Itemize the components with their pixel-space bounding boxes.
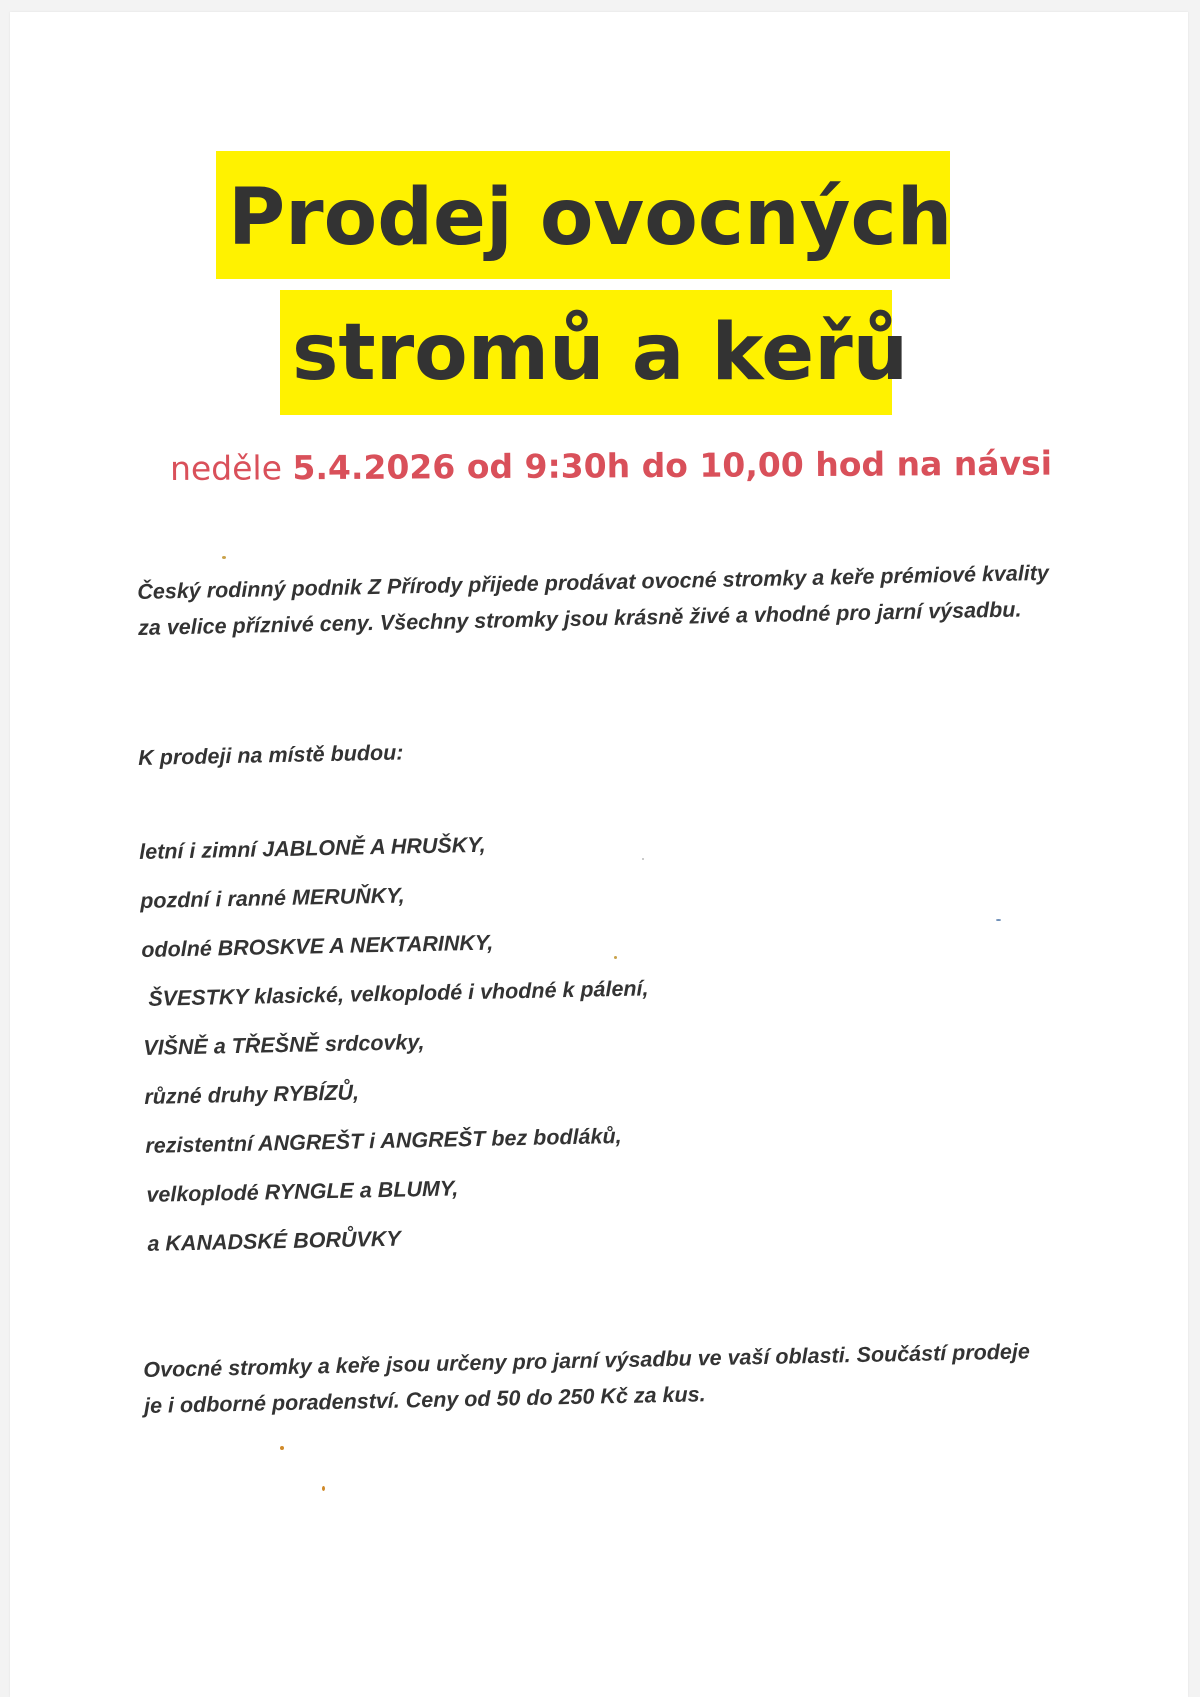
title-line-1: Prodej ovocných bbox=[216, 151, 950, 279]
list-item: a KANADSKÉ BORŮVKY bbox=[147, 1226, 401, 1256]
list-item: velkoplodé RYNGLE a BLUMY, bbox=[146, 1176, 459, 1207]
list-heading: K prodeji na místě budou: bbox=[138, 740, 404, 770]
event-date-line bbox=[170, 444, 1052, 488]
closing-paragraph: Ovocné stromky a keře jsou určeny pro jarní výsadbu ve vaší oblasti. Součástí prodeje je i odborné poradenství. Ceny od 50 do 250 Kč za kus. bbox=[143, 1339, 1031, 1418]
intro-paragraph: Český rodinný podnik Z Přírody přijede prodávat ovocné stromky a keře prémiové kvality za velice příznivé ceny. Všechny stromky jsou krásně živé a vhodné pro jarní výsadbu. bbox=[137, 560, 1050, 640]
list-item: letní i zimní JABLONĚ A HRUŠKY, bbox=[139, 832, 486, 864]
event-day: neděle bbox=[169, 448, 283, 488]
list-item: VIŠNĚ a TŘEŠNĚ srdcovky, bbox=[143, 1030, 425, 1060]
list-item: rezistentní ANGREŠT i ANGREŠT bez bodláků, bbox=[145, 1123, 622, 1158]
scan-speck bbox=[996, 919, 1001, 921]
scan-speck bbox=[642, 858, 644, 860]
list-item: odolné BROSKVE A NEKTARINKY, bbox=[141, 930, 494, 962]
event-datetime: 5.4.2026 od 9:30h do 10,00 hod na návsi bbox=[292, 443, 1053, 488]
title-line-2: stromů a keřů bbox=[280, 290, 892, 415]
list-item: pozdní i ranné MERUŇKY, bbox=[140, 883, 405, 913]
scan-speck bbox=[280, 1446, 284, 1450]
scan-speck bbox=[222, 556, 226, 559]
product-list bbox=[139, 829, 654, 1281]
scan-speck bbox=[614, 956, 617, 959]
list-item: ŠVESTKY klasické, velkoplodé i vhodné k pálení, bbox=[148, 976, 649, 1011]
list-item: různé druhy RYBÍZŮ, bbox=[144, 1080, 360, 1109]
poster-sheet bbox=[10, 12, 1188, 1697]
scan-speck bbox=[322, 1486, 325, 1491]
